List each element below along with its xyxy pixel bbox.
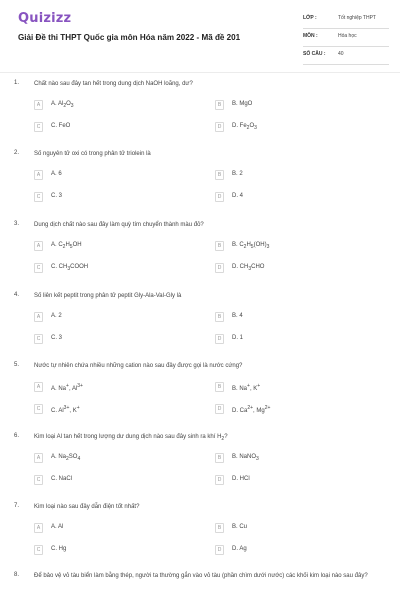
meta-row-question-count (303, 48, 389, 65)
meta-value: Hóa học (338, 33, 357, 39)
option-text: C. 3 (51, 335, 63, 341)
option-c[interactable] (34, 404, 204, 416)
option-a[interactable] (34, 170, 204, 182)
option-letter-box[interactable]: C (34, 263, 43, 273)
option-b[interactable] (215, 453, 385, 465)
meta-row-class (303, 12, 389, 29)
option-text: C. NaCl (51, 476, 73, 482)
option-text: C. Hg (51, 546, 67, 552)
option-letter-box[interactable]: A (34, 241, 43, 251)
option-letter-box[interactable]: C (34, 334, 43, 344)
question-text: Nước tự nhiên chứa nhiều những cation nào sau đây được gọi là nước cứng? (34, 363, 243, 369)
question-text: Số liên kết peptit trong phân tử peptit Gly-Ala-Val-Gly là (34, 293, 182, 299)
option-d[interactable] (215, 192, 385, 204)
option-text: A. $C_2H_5OH$ (51, 242, 82, 251)
quizizz-logo[interactable]: Quizizz (18, 11, 72, 26)
option-text: D. 4 (232, 193, 244, 199)
option-b[interactable] (215, 523, 385, 535)
question-text: Số nguyên tử oxi có trong phân tử triolein là (34, 151, 151, 157)
option-letter-box[interactable]: B (215, 241, 224, 251)
option-letter-box[interactable]: C (34, 545, 43, 555)
option-letter-box[interactable]: C (34, 475, 43, 485)
question-number: 7. (14, 503, 20, 509)
option-a[interactable] (34, 100, 204, 112)
option-text: D. HCl (232, 476, 250, 482)
question-text: Chất nào sau đây tan hết trong dung dịch NaOH loãng, dư? (34, 81, 193, 87)
option-a[interactable] (34, 312, 204, 324)
option-letter-box[interactable]: D (215, 192, 224, 202)
header-divider (0, 72, 400, 73)
option-text: B. 2 (232, 171, 243, 177)
option-letter-box[interactable]: D (215, 263, 224, 273)
question-number: 2. (14, 150, 20, 156)
document-title: Giải Đề thi THPT Quốc gia môn Hóa năm 2022 - Mã đề 201 (18, 33, 241, 42)
option-letter-box[interactable]: D (215, 404, 224, 414)
option-text: C. $Al^{3+}$, K+ (51, 405, 80, 414)
option-letter-box[interactable]: C (34, 404, 43, 414)
option-letter-box[interactable]: B (215, 170, 224, 180)
option-text: B. 4 (232, 313, 243, 319)
option-b[interactable] (215, 312, 385, 324)
option-text: D. $CH_3CHO$ (232, 264, 265, 273)
option-text: B. Na+, K+ (232, 383, 261, 392)
option-text: A. $Al_2O_3$ (51, 101, 74, 110)
option-text: D. $Ca^{2+}$, $Mg^{2+}$ (232, 405, 271, 414)
option-text: D. $Fe_2O_3$ (232, 123, 257, 132)
option-letter-box[interactable]: B (215, 523, 224, 533)
option-d[interactable] (215, 263, 385, 275)
option-letter-box[interactable]: A (34, 523, 43, 533)
question-text: Dung dịch chất nào sau đây làm quỳ tím chuyển thành màu đỏ? (34, 222, 204, 228)
option-text: C. 3 (51, 193, 63, 199)
option-letter-box[interactable]: A (34, 312, 43, 322)
option-text: B. Cu (232, 524, 248, 530)
meta-row-subject (303, 30, 389, 47)
option-c[interactable] (34, 475, 204, 487)
option-letter-box[interactable]: A (34, 382, 43, 392)
question-number: 1. (14, 80, 20, 86)
option-c[interactable] (34, 263, 204, 275)
meta-label: MÔN : (303, 33, 318, 39)
option-text: A. Na+, $Al^{3+}$ (51, 383, 83, 392)
question-number: 5. (14, 362, 20, 368)
option-letter-box[interactable]: B (215, 382, 224, 392)
option-letter-box[interactable]: D (215, 545, 224, 555)
option-b[interactable] (215, 100, 385, 112)
option-b[interactable] (215, 241, 385, 253)
option-a[interactable] (34, 523, 204, 535)
option-c[interactable] (34, 192, 204, 204)
option-letter-box[interactable]: C (34, 122, 43, 132)
option-text: A. $Na_2SO_4$ (51, 454, 81, 463)
question-number: 6. (14, 433, 20, 439)
option-text: B. MgO (232, 101, 253, 107)
question-text: Để bảo vệ vỏ tàu biển làm bằng thép, người ta thường gắn vào vỏ tàu (phần chìm dưới nước) các khối kim loại nào sau đây? (34, 573, 368, 579)
option-text: B. NaNO$_3$ (232, 454, 259, 463)
option-letter-box[interactable]: D (215, 475, 224, 485)
question-number: 8. (14, 572, 20, 578)
option-a[interactable] (34, 382, 204, 394)
question-text: Kim loại Al tan hết trong lượng dư dung dịch nào sau đây sinh ra khí $H_2$? (34, 434, 228, 443)
question-number: 4. (14, 292, 20, 298)
option-a[interactable] (34, 453, 204, 465)
meta-label: LỚP : (303, 15, 317, 21)
option-text: A. 6 (51, 171, 62, 177)
option-text: D. Ag (232, 546, 247, 552)
option-letter-box[interactable]: A (34, 100, 43, 110)
question-text: Kim loại nào sau đây dẫn điện tốt nhất? (34, 504, 140, 510)
option-c[interactable] (34, 122, 204, 134)
option-letter-box[interactable]: B (215, 100, 224, 110)
option-d[interactable] (215, 475, 385, 487)
option-c[interactable] (34, 545, 204, 557)
option-letter-box[interactable]: A (34, 453, 43, 463)
option-text: A. Al (51, 524, 64, 530)
option-text: C. FeO (51, 123, 71, 129)
meta-label: SỐ CÂU : (303, 51, 326, 57)
option-d[interactable] (215, 122, 385, 134)
option-text: C. $CH_3COOH$ (51, 264, 89, 273)
option-b[interactable] (215, 170, 385, 182)
meta-value: Tốt nghiệp THPT (338, 15, 376, 21)
option-letter-box[interactable]: A (34, 170, 43, 180)
option-c[interactable] (34, 334, 204, 346)
option-letter-box[interactable]: D (215, 122, 224, 132)
option-letter-box[interactable]: C (34, 192, 43, 202)
option-d[interactable] (215, 334, 385, 346)
option-a[interactable] (34, 241, 204, 253)
option-d[interactable] (215, 404, 385, 416)
option-text: A. 2 (51, 313, 62, 319)
meta-value: 40 (338, 51, 344, 57)
option-b[interactable] (215, 382, 385, 394)
worksheet-meta (303, 12, 389, 66)
option-letter-box[interactable]: D (215, 334, 224, 344)
option-letter-box[interactable]: B (215, 453, 224, 463)
option-text: D. 1 (232, 335, 244, 341)
option-letter-box[interactable]: B (215, 312, 224, 322)
option-d[interactable] (215, 545, 385, 557)
question-number: 3. (14, 221, 20, 227)
option-text: B. $C_2H_5(OH)_3$ (232, 242, 270, 251)
